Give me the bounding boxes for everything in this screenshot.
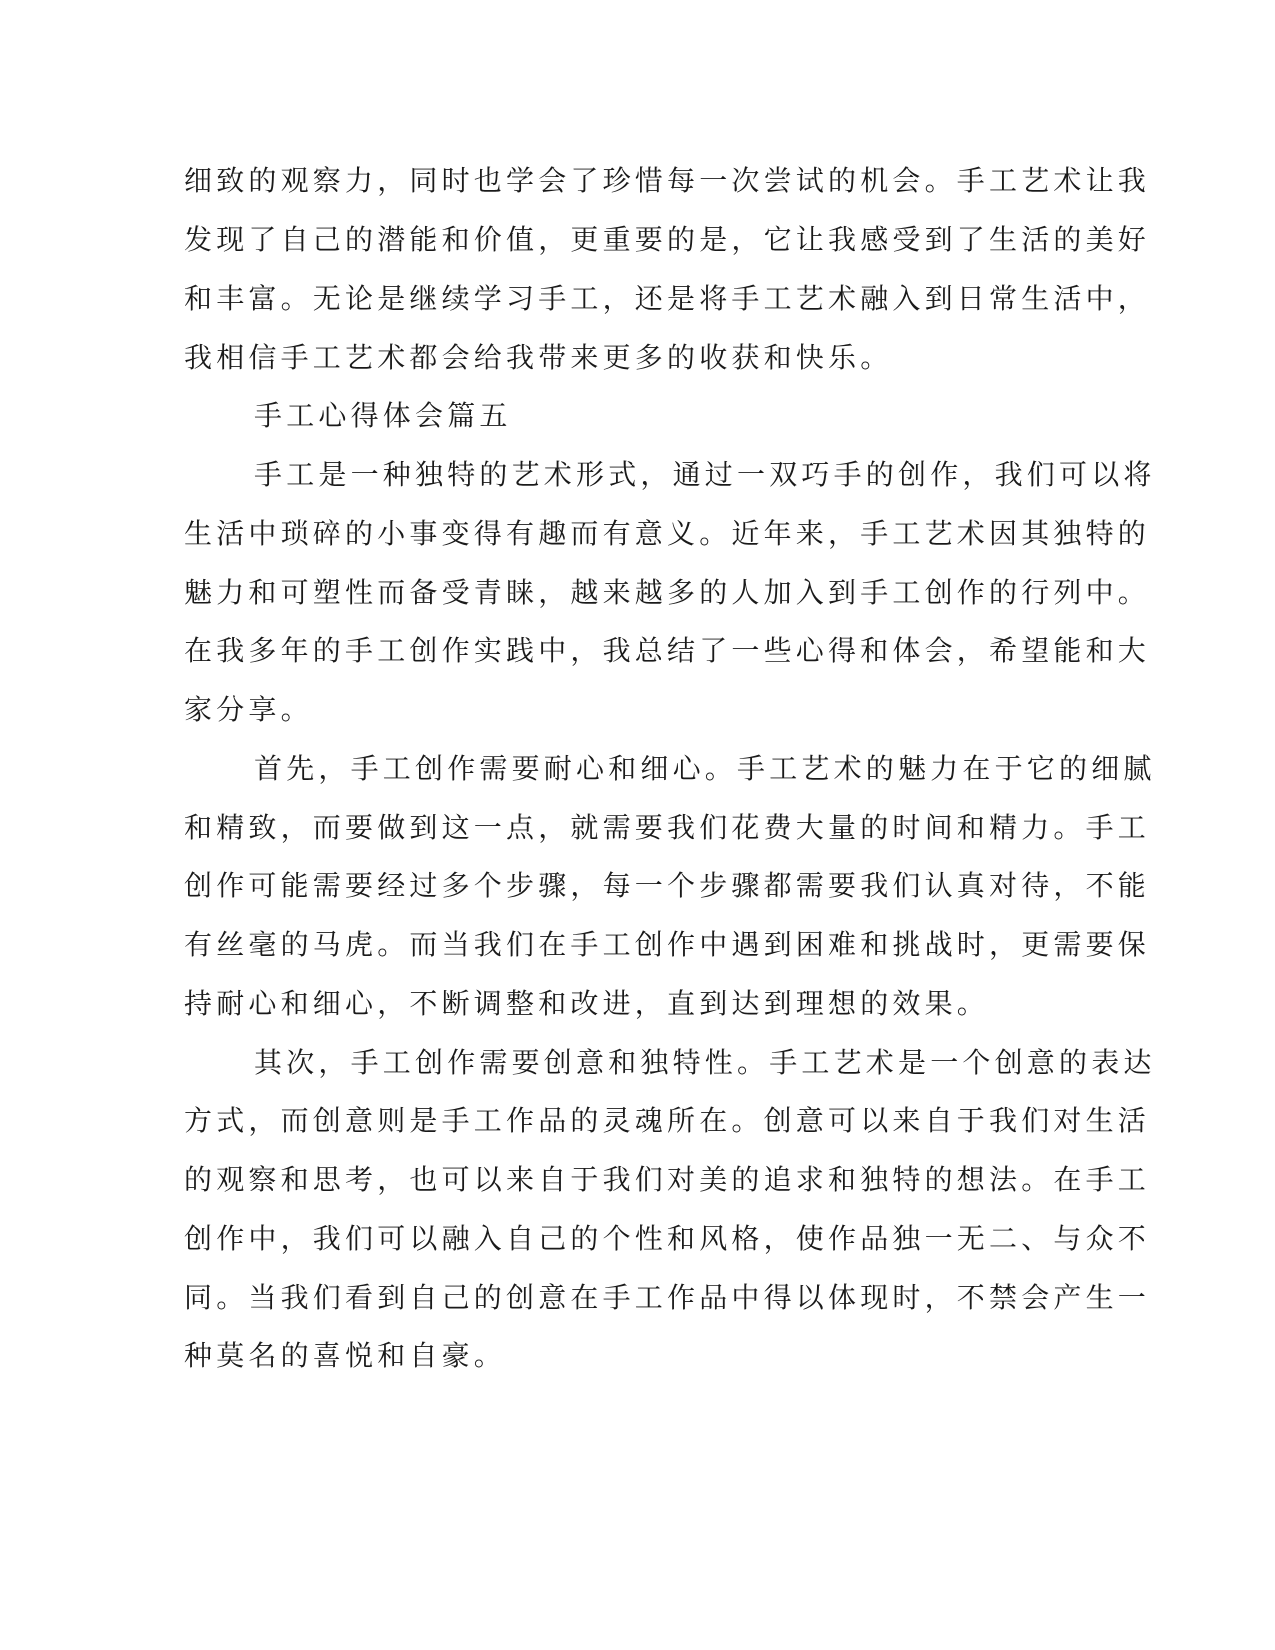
text-line: 手工是一种独特的艺术形式，通过一双巧手的创作，我们可以将 bbox=[254, 458, 1156, 491]
text-line: 有丝毫的马虎。而当我们在手工创作中遇到困难和挑战时，更需要保 bbox=[184, 928, 1151, 961]
text-line: 和精致，而要做到这一点，就需要我们花费大量的时间和精力。手工 bbox=[184, 811, 1151, 844]
text-line: 方式，而创意则是手工作品的灵魂所在。创意可以来自于我们对生活 bbox=[184, 1104, 1151, 1137]
text-line: 其次，手工创作需要创意和独特性。手工艺术是一个创意的表达 bbox=[254, 1046, 1156, 1079]
text-line: 生活中琐碎的小事变得有趣而有意义。近年来，手工艺术因其独特的 bbox=[184, 517, 1151, 550]
text-line: 首先，手工创作需要耐心和细心。手工艺术的魅力在于它的细腻 bbox=[254, 752, 1156, 785]
text-line: 创作中，我们可以融入自己的个性和风格，使作品独一无二、与众不 bbox=[184, 1222, 1151, 1255]
text-line: 细致的观察力，同时也学会了珍惜每一次尝试的机会。手工艺术让我 bbox=[184, 164, 1151, 197]
text-line: 的观察和思考，也可以来自于我们对美的追求和独特的想法。在手工 bbox=[184, 1163, 1151, 1196]
text-line: 和丰富。无论是继续学习手工，还是将手工艺术融入到日常生活中， bbox=[184, 282, 1151, 315]
section-heading: 手工心得体会篇五 bbox=[254, 399, 512, 432]
text-line: 种莫名的喜悦和自豪。 bbox=[184, 1339, 507, 1372]
text-line: 我相信手工艺术都会给我带来更多的收获和快乐。 bbox=[184, 341, 893, 374]
text-line: 在我多年的手工创作实践中，我总结了一些心得和体会，希望能和大 bbox=[184, 634, 1151, 667]
text-line: 家分享。 bbox=[184, 693, 313, 726]
text-line: 同。当我们看到自己的创意在手工作品中得以体现时，不禁会产生一 bbox=[184, 1281, 1151, 1314]
text-line: 创作可能需要经过多个步骤，每一个步骤都需要我们认真对待，不能 bbox=[184, 869, 1151, 902]
text-line: 持耐心和细心，不断调整和改进，直到达到理想的效果。 bbox=[184, 987, 990, 1020]
text-line: 魅力和可塑性而备受青睐，越来越多的人加入到手工创作的行列中。 bbox=[184, 576, 1151, 609]
text-line: 发现了自己的潜能和价值，更重要的是，它让我感受到了生活的美好 bbox=[184, 223, 1151, 256]
